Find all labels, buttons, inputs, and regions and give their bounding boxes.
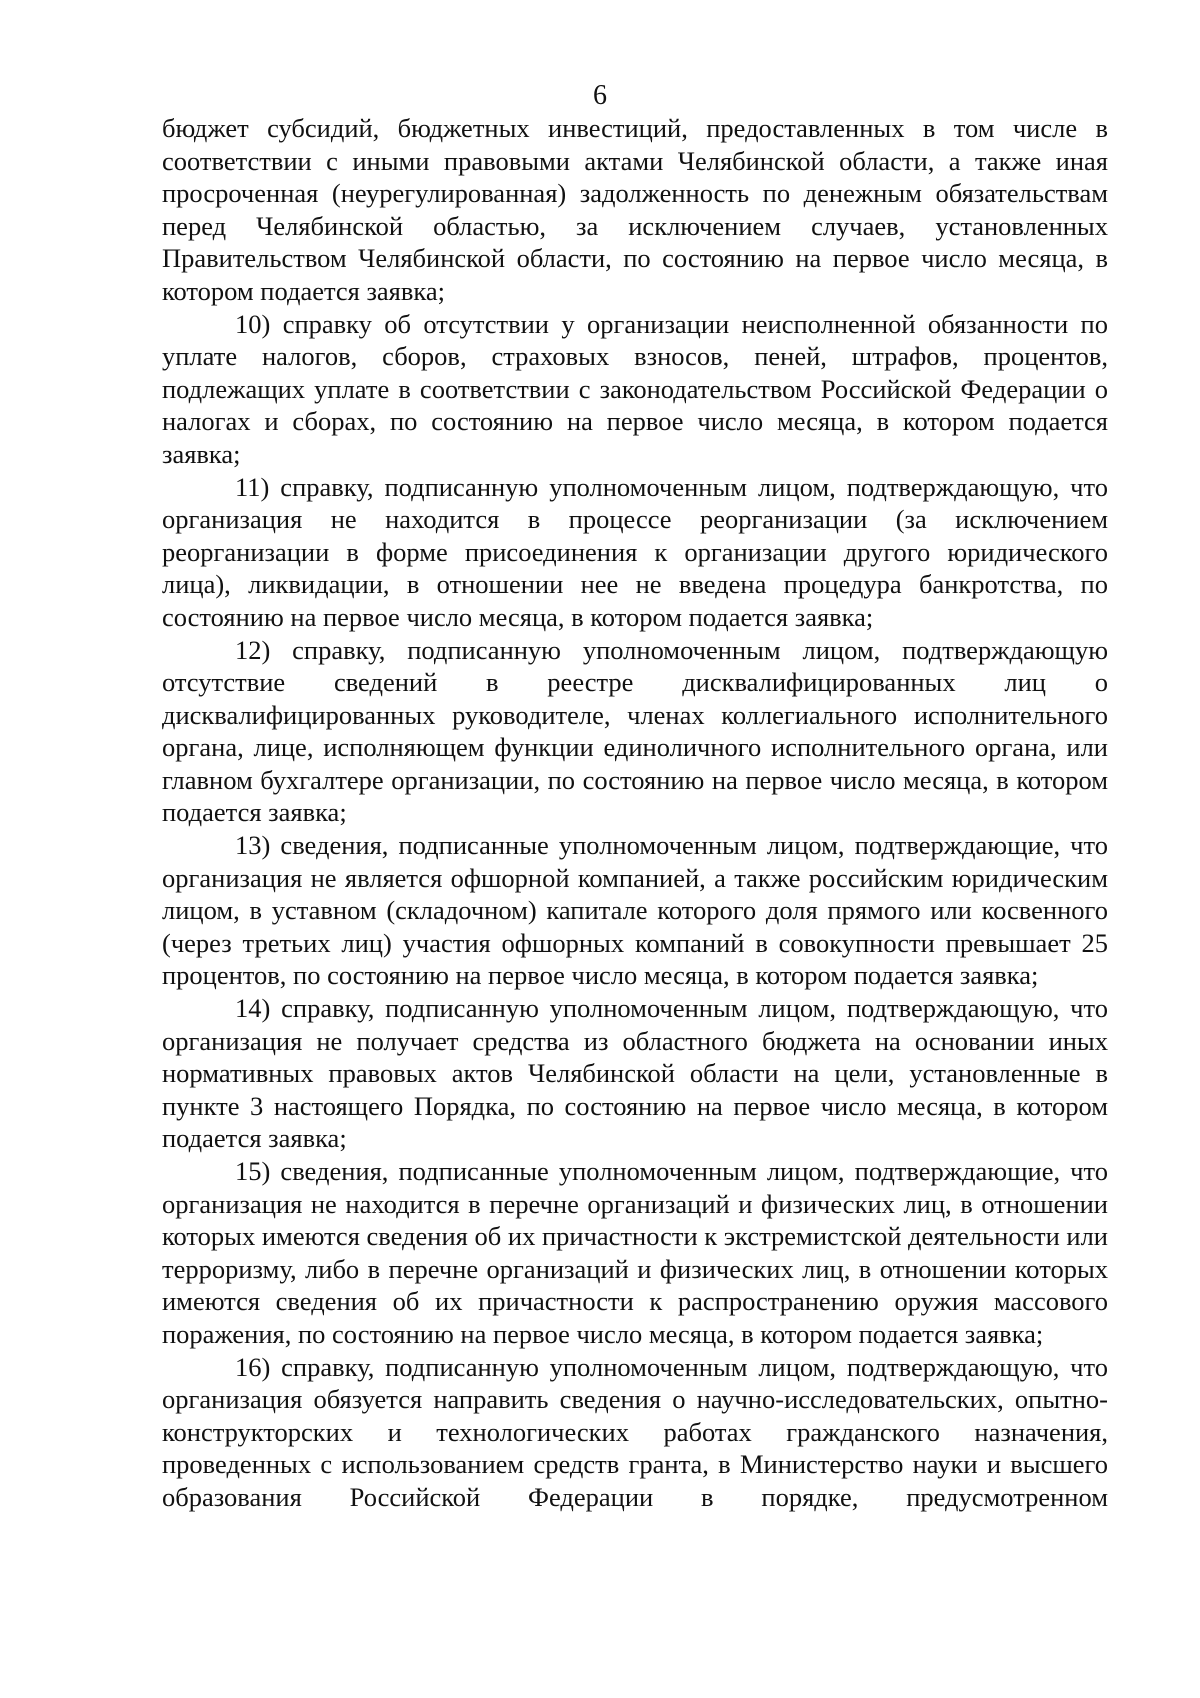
document-body (162, 112, 1108, 1514)
paragraph-item-10: 10) справку об отсутствии у организации неисполненной обязанности по уплате налогов, сборов, страховых взносов, пеней, штрафов, процентов, подлежащих уплате в соответствии с законодательством Российской Федерации о налогах и сборах, по состоянию на первое число месяца, в котором подается заявка; (162, 308, 1108, 469)
paragraph-item-11: 11) справку, подписанную уполномоченным лицом, подтверждающую, что организация не находится в процессе реорганизации (за исключением реорганизации в форме присоединения к организации другого юридического лица), ликвидации, в отношении нее не введена процедура банкротства, по состоянию на первое число месяца, в котором подается заявка; (162, 471, 1108, 632)
paragraph-item-13: 13) сведения, подписанные уполномоченным лицом, подтверждающие, что организация не является офшорной компанией, а также российским юридическим лицом, в уставном (складочном) капитале которого доля прямого или косвенного (через третьих лиц) участия офшорных компаний в совокупности превышает 25 процентов, по состоянию на первое число месяца, в котором подается заявка; (162, 830, 1108, 991)
paragraph-item-12: 12) справку, подписанную уполномоченным лицом, подтверждающую отсутствие сведений в реестре дисквалифицированных лиц о дисквалифицированных руководителе, членах коллегиального исполнительного органа, лице, исполняющем функции единоличного исполнительного органа, или главном бухгалтере организации, по состоянию на первое число месяца, в котором подается заявка; (162, 634, 1108, 828)
paragraph-item-16: 16) справку, подписанную уполномоченным лицом, подтверждающую, что организация обязуется направить сведения о научно-исследовательских, опытно-конструкторских и технологических работах гражданского назначения, проведенных с использованием средств гранта, в Министерство науки и высшего образования Российской Федерации в порядке, предусмотренном (162, 1351, 1108, 1512)
paragraph-continuation: бюджет субсидий, бюджетных инвестиций, предоставленных в том числе в соответствии с иными правовыми актами Челябинской области, а также иная просроченная (неурегулированная) задолженность по денежным обязательствам перед Челябинской областью, за исключением случаев, установленных Правительством Челябинской области, по состоянию на первое число месяца, в котором подается заявка; (162, 113, 1108, 306)
page-number: 6 (593, 80, 607, 111)
paragraph-item-15: 15) сведения, подписанные уполномоченным лицом, подтверждающие, что организация не находится в перечне организаций и физических лиц, в отношении которых имеются сведения об их причастности к экстремистской деятельности или терроризму, либо в перечне организаций и физических лиц, в отношении которых имеются сведения об их причастности к распространению оружия массового поражения, по состоянию на первое число месяца, в котором подается заявка; (162, 1156, 1108, 1349)
paragraph-item-14: 14) справку, подписанную уполномоченным лицом, подтверждающую, что организация не получает средства из областного бюджета на основании иных нормативных правовых актов Челябинской области на цели, установленные в пункте 3 настоящего Порядка, по состоянию на первое число месяца, в котором подается заявка; (162, 993, 1108, 1154)
